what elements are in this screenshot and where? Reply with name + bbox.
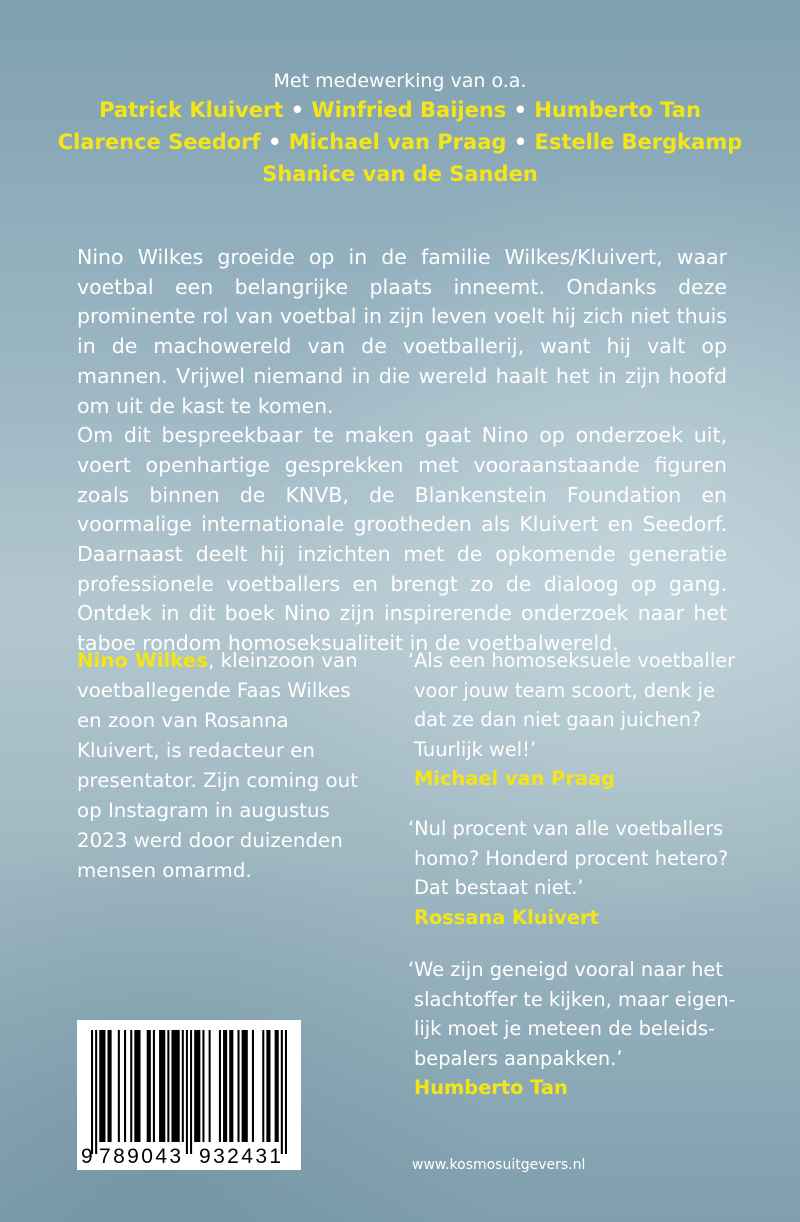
contributors-intro: Met medewerking van o.a. [273, 70, 527, 92]
contributors-line-1 [0, 94, 800, 126]
barcode-bar [202, 1030, 204, 1142]
contributor-name: Patrick Kluivert [99, 98, 284, 122]
barcode-digits [77, 1145, 301, 1169]
barcode-bar [237, 1030, 239, 1142]
contributors-line-3 [0, 158, 800, 190]
barcode-bar [190, 1030, 192, 1154]
barcode-bar [134, 1030, 140, 1142]
barcode-bar [194, 1030, 200, 1142]
publisher-website: www.kosmosuitgevers.nl [412, 1157, 586, 1173]
quote-text: ‘Nul procent van alle voetballers homo? Honderd procent hetero? Dat bestaat niet.’ [408, 817, 729, 899]
separator-bullet: • [513, 98, 528, 122]
contributor-name: Estelle Bergkamp [534, 130, 743, 154]
barcode-bar [266, 1030, 270, 1142]
barcode-bar [229, 1030, 233, 1142]
barcode-bar [99, 1030, 105, 1142]
quote-text: ‘Als een homoseksuele voetballer voor jouw team scoort, denk je dat ze dan niet gaan juichen? Tuurlijk wel!’ [408, 649, 736, 761]
contributor-name: Winfried Baijens [311, 98, 507, 122]
barcode-bar [209, 1030, 211, 1142]
barcode-bar [159, 1030, 165, 1142]
barcode-digit-group: 789043 [99, 1145, 184, 1168]
isbn-barcode [77, 1020, 301, 1170]
book-blurb [77, 243, 727, 659]
quote-1 [408, 646, 738, 794]
contributor-name: Michael van Praag [288, 130, 507, 154]
barcode-bar [219, 1030, 221, 1142]
barcode-bar [262, 1030, 264, 1142]
quote-source: Humberto Tan [414, 1076, 568, 1099]
author-bio-text: , kleinzoon van voetballegende Faas Wilkes en zoon van Rosanna Kluivert, is redacteur en presentator. Zijn coming out op Instagram in augustus 2023 werd door duizenden mensen omarmd. [77, 649, 358, 882]
barcode-bar [147, 1030, 151, 1142]
separator-bullet: • [267, 130, 282, 154]
quote-source: Michael van Praag [414, 767, 615, 790]
contributors-line-2 [0, 126, 800, 158]
barcode-bar [118, 1030, 120, 1142]
contributor-name: Humberto Tan [534, 98, 701, 122]
separator-bullet: • [290, 98, 305, 122]
quote-2 [408, 814, 738, 932]
contributor-name: Clarence Seedorf [57, 130, 261, 154]
barcode-digit-group: 932431 [199, 1145, 284, 1168]
barcode-bar [91, 1030, 93, 1154]
barcode-bar [252, 1030, 254, 1142]
quote-text: ‘We zijn geneigd vooral naar het slachtoffer te kijken, maar eigenlijk moet je meteen de beleidsbepalers aanpakken.’ [408, 958, 736, 1070]
barcode-bar [95, 1030, 97, 1154]
quote-3 [408, 955, 738, 1103]
barcode-bar [281, 1030, 283, 1154]
barcode-bar [108, 1030, 112, 1142]
barcode-bar [171, 1030, 179, 1142]
barcode-bar [182, 1030, 184, 1142]
contributors-list [0, 94, 800, 190]
barcode-bar [124, 1030, 126, 1142]
author-name: Nino Wilkes [77, 649, 209, 672]
separator-bullet: • [513, 130, 528, 154]
barcode-bar [153, 1030, 155, 1142]
blurb-paragraph-2: Om dit bespreekbaar te maken gaat Nino op onderzoek uit, voert openhartige gesprekken met vooraanstaande figuren zoals binnen de KNVB, de Blankenstein Foundation en voormalige internationale grootheden als Kluivert en Seedorf. Daarnaast deelt hij inzichten met de opkomende generatie professionele voetballers en brengt zo de dialoog op gang. Ontdek in dit boek Nino zijn inspirerende onderzoek naar het taboe rondom homoseksualiteit in de voetbalwereld. [77, 423, 727, 656]
blurb-paragraph-1: Nino Wilkes groeide op in de familie Wilkes/Kluivert, waar voetbal een belangrijke plaats inneemt. Ondanks deze prominente rol van voetbal in zijn leven voelt hij zich niet thuis in de machowereld van de voetballerij, want hij valt op mannen. Vrijwel niemand in die wereld haalt het in zijn hoofd om uit de kast te komen. [77, 245, 727, 418]
barcode-bar [285, 1030, 287, 1154]
author-bio [77, 646, 377, 886]
barcode-bar [242, 1030, 248, 1142]
contributor-name: Shanice van de Sanden [262, 162, 538, 186]
barcode-bar [275, 1030, 279, 1142]
barcode-bar [130, 1030, 132, 1142]
barcode-digit-group: 9 [81, 1145, 93, 1168]
barcode-bars [91, 1030, 287, 1154]
barcode-bar [167, 1030, 169, 1142]
barcode-bar [223, 1030, 227, 1142]
barcode-bar [186, 1030, 188, 1154]
quote-source: Rossana Kluivert [414, 905, 599, 929]
